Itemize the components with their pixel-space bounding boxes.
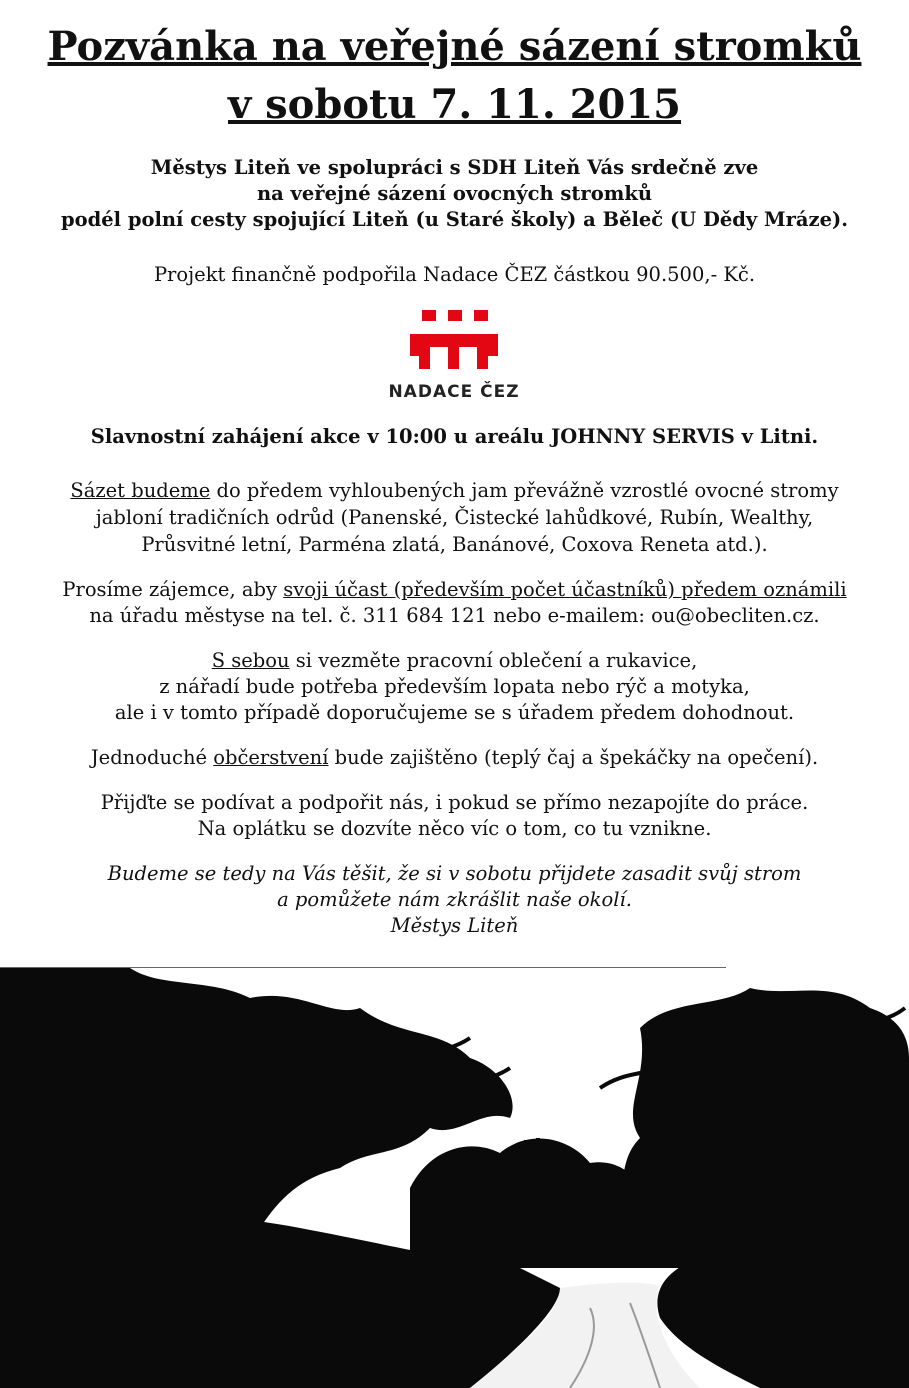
- bring-line-1: [0, 648, 909, 674]
- bring-line-2: z nářadí bude potřeba především lopata nebo rýč a motyka,: [159, 675, 750, 698]
- bring-line-3: ale i v tomto případě doporučujeme se s úřadem předem dohodnout.: [114, 701, 795, 724]
- funding-text: Projekt finančně podpořila Nadace ČEZ částkou 90.500,- Kč.: [153, 263, 756, 286]
- intro-line-3: podél polní cesty spojující Liteň (u Staré školy) a Běleč (U Dědy Mráze).: [60, 208, 849, 231]
- planting-line-1: [0, 478, 909, 504]
- registration-line-2: na úřadu městyse na tel. č. 311 684 121 nebo e-mailem: ou@obecliten.cz.: [89, 604, 820, 627]
- planting-rest: do předem vyhloubených jam převážně vzrostlé ovocné stromy: [210, 479, 839, 502]
- refreshment-pre: Jednoduché: [90, 746, 214, 769]
- opening-text: Slavnostní zahájení akce v 10:00 u areálu JOHNNY SERVIS v Litni.: [90, 425, 819, 448]
- logo-text: NADACE ČEZ: [388, 382, 520, 402]
- page-title-date: v sobotu 7. 11. 2015: [227, 81, 682, 128]
- registration-underlined: svoji účast (především počet účastníků) předem oznámili: [283, 578, 847, 601]
- planting-line-3: Průsvitné letní, Parména zlatá, Banánové, Coxova Reneta atd.).: [141, 533, 768, 556]
- closing-signature: Městys Liteň: [390, 914, 519, 937]
- bring-rest: si vezměte pracovní oblečení a rukavice,: [289, 649, 698, 672]
- tree-road-photo: [0, 968, 909, 1388]
- nadace-cez-logo-icon: [384, 308, 524, 380]
- closing-line-2: a pomůžete nám zkrášlit naše okolí.: [277, 888, 632, 911]
- registration-line-1: [0, 577, 909, 603]
- nadace-cez-logo: [384, 308, 524, 408]
- come-line-1: Přijďte se podívat a podpořit nás, i pokud se přímo nezapojíte do práce.: [100, 791, 809, 814]
- refreshment-text: [0, 745, 909, 771]
- registration-pre: Prosíme zájemce, aby: [62, 578, 284, 601]
- page-title: Pozvánka na veřejné sázení stromků: [47, 23, 862, 70]
- planting-lead: Sázet budeme: [70, 479, 211, 502]
- intro-line-1: Městys Liteň ve spolupráci s SDH Liteň Vás srdečně zve: [150, 156, 759, 179]
- refreshment-underlined: občerstvení: [213, 746, 329, 769]
- come-line-2: Na oplátku se dozvíte něco víc o tom, co tu vznikne.: [197, 817, 712, 840]
- bring-lead: S sebou: [211, 649, 290, 672]
- closing-line-1: Budeme se tedy na Vás těšit, že si v sobotu přijdete zasadit svůj strom: [107, 862, 802, 885]
- planting-line-2: jabloní tradičních odrůd (Panenské, Čistecké lahůdkové, Rubín, Wealthy,: [95, 506, 814, 529]
- refreshment-post: bude zajištěno (teplý čaj a špekáčky na opečení).: [328, 746, 819, 769]
- intro-line-2: na veřejné sázení ovocných stromků: [256, 182, 653, 205]
